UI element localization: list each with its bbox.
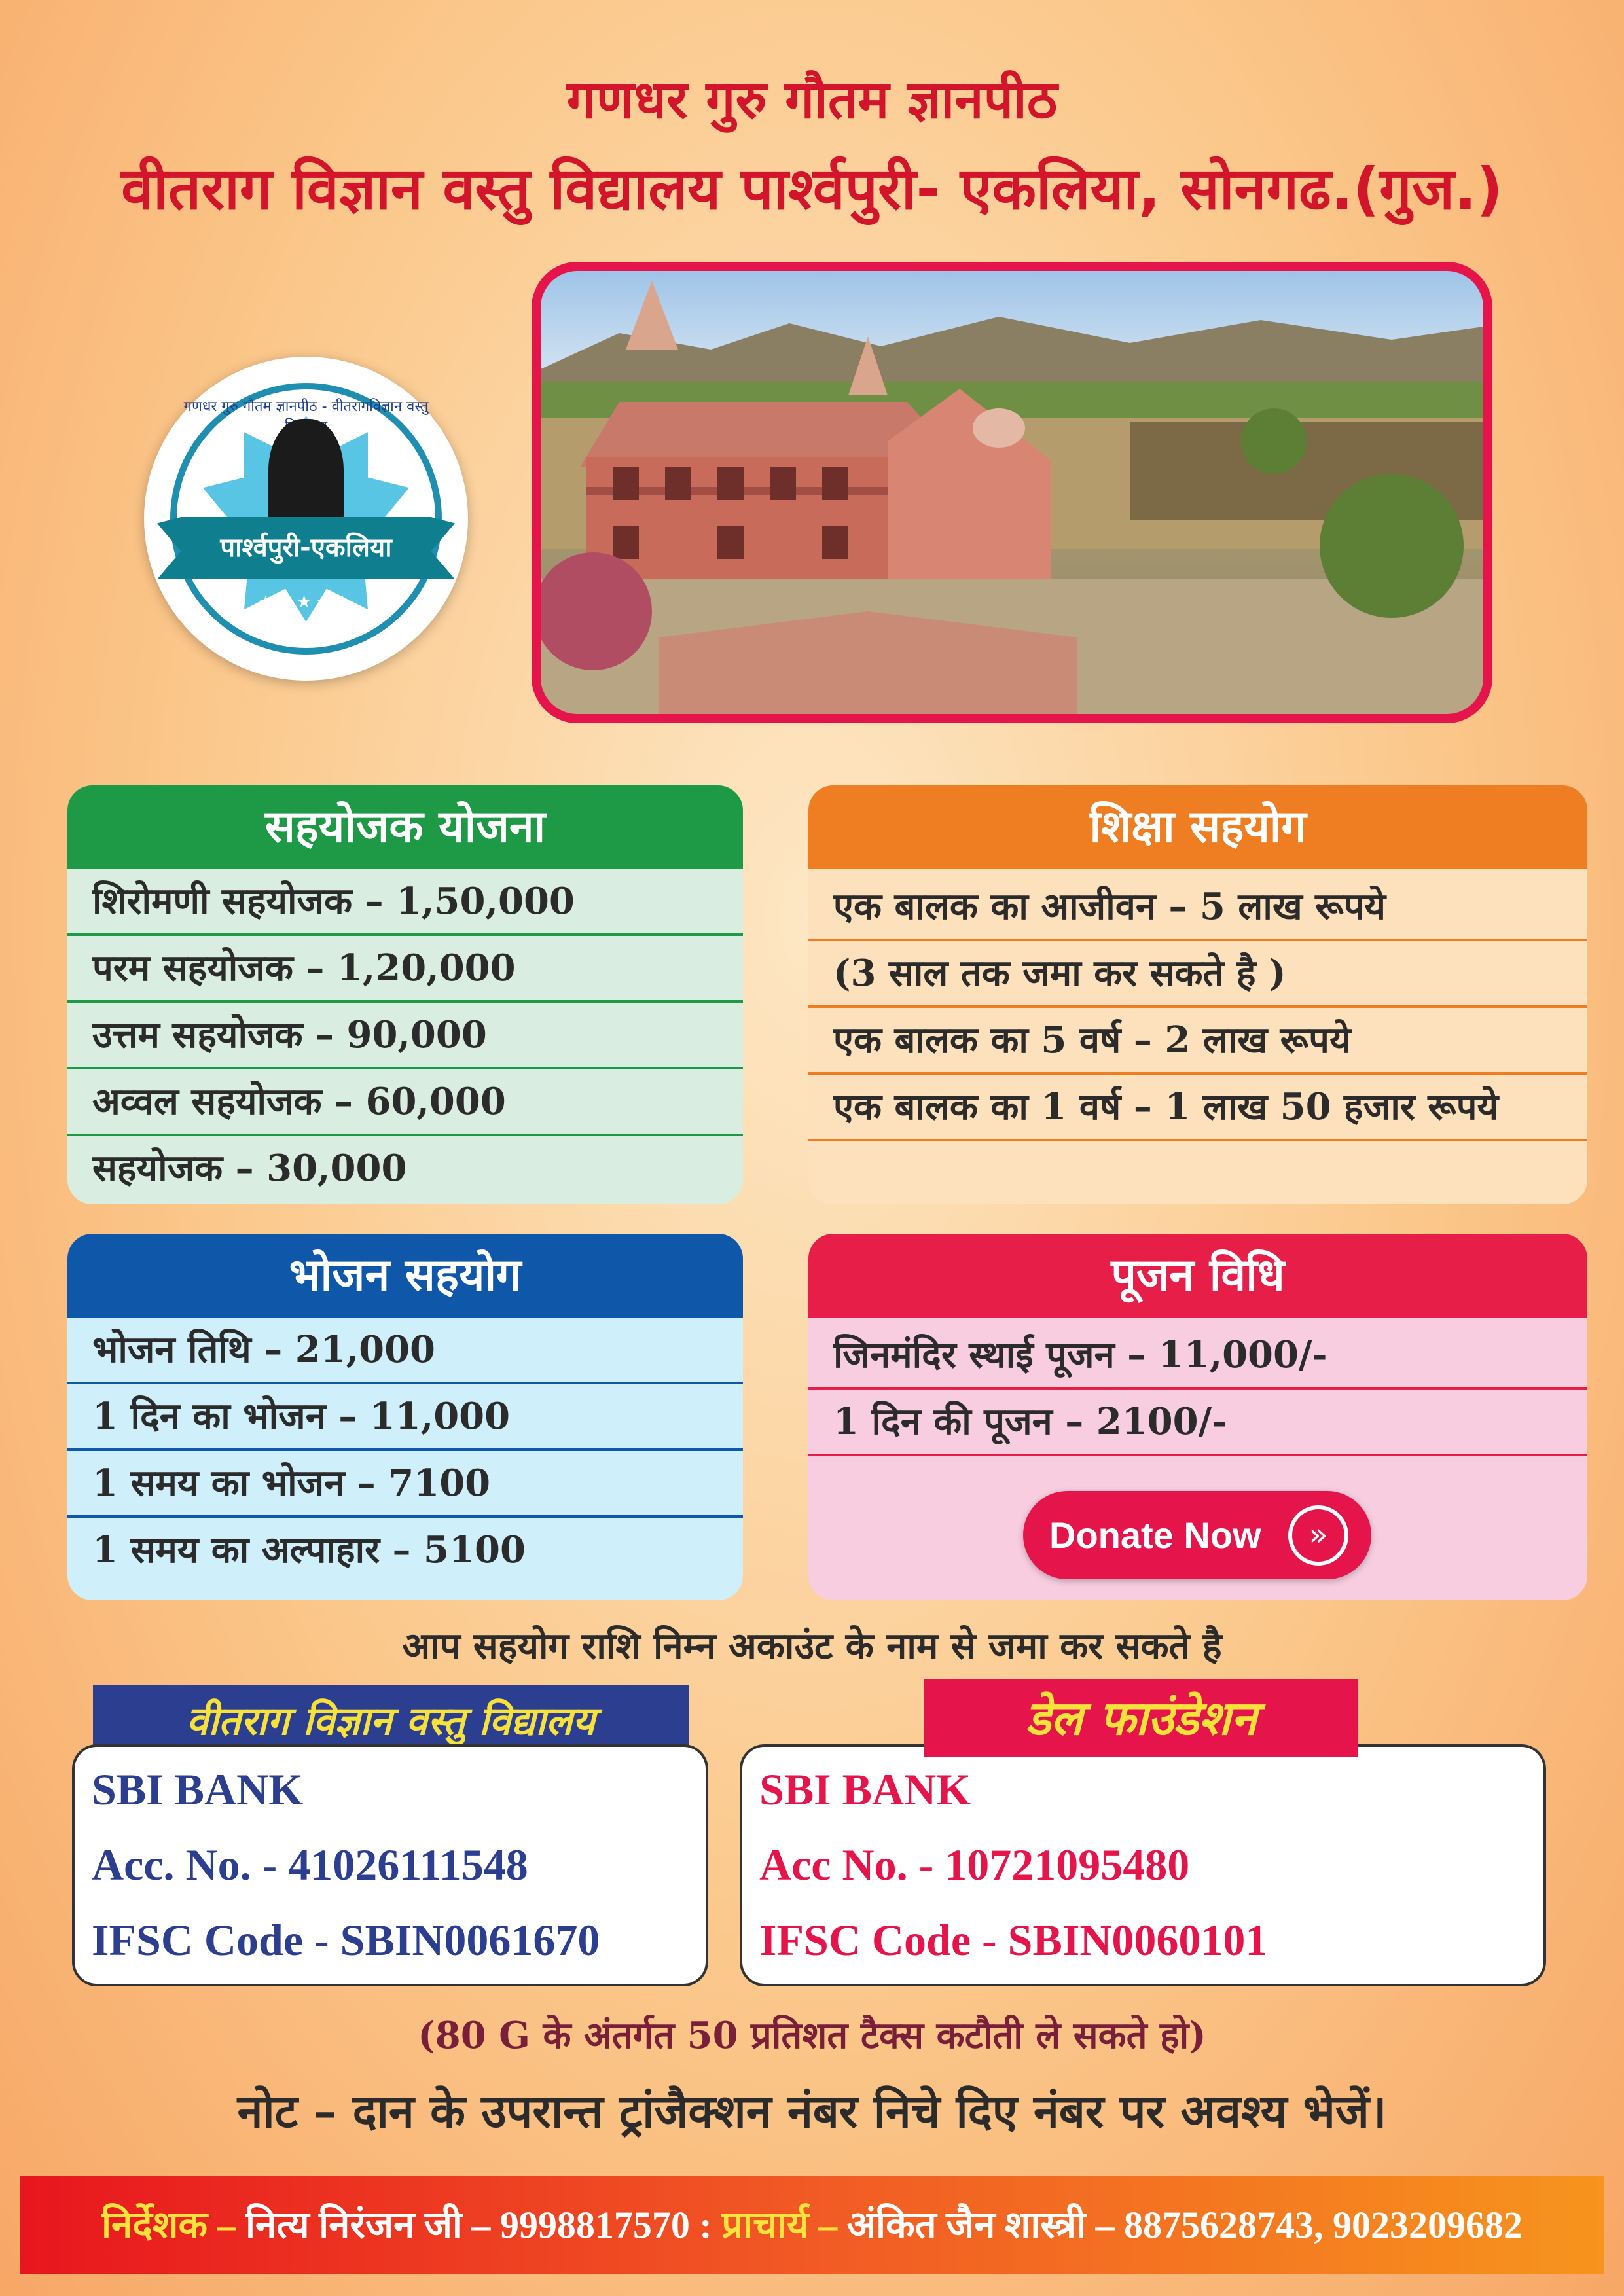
account-number: Acc No. - 10721095480 [759,1840,1190,1890]
school-title-line1: गणधर गुरु गौतम ज्ञानपीठ [566,69,1058,130]
ifsc-code: IFSC Code - SBIN0060101 [759,1915,1268,1965]
account-box-right [740,1744,1546,1986]
bank-name: SBI BANK [92,1765,304,1814]
tirthankar-idol-icon [268,419,344,533]
double-chevron-right-icon: » [1288,1505,1348,1566]
panel-title: सहयोजक योजना [67,785,743,869]
list-item: शिरोमणी सहयोजक – 1,50,000 [67,869,743,936]
account-name-left: वीतराग विज्ञान वस्तु विद्यालय [93,1685,689,1757]
list-item: उत्तम सहयोजक – 90,000 [67,1003,743,1069]
principal-label: प्राचार्य – [721,2204,838,2246]
temple-photo [532,262,1492,723]
account-name-right: डेल फाउंडेशन [924,1679,1358,1757]
tax-note: (80 G के अंतर्गत 50 प्रतिशत टैक्स कटौती ले सकते हो) [418,2014,1206,2057]
donate-now-button[interactable] [1023,1491,1371,1579]
shiksha-sahyog-panel [808,785,1587,1204]
school-title-line2: वीतराग विज्ञान वस्तु विद्यालय पार्श्वपुरी- एकलिया, सोनगढ.(गुज.) [121,155,1503,223]
donate-button-label: Donate Now [1049,1515,1261,1556]
panel-title: पूजन विधि [808,1234,1587,1318]
list-item: 1 समय का भोजन – 7100 [67,1451,743,1518]
ifsc-code: IFSC Code - SBIN0061670 [92,1915,600,1965]
bank-name: SBI BANK [759,1765,971,1814]
list-item: 1 समय का अल्पाहार – 5100 [92,1528,526,1571]
list-item: जिनमंदिर स्थाई पूजन – 11,000/- [808,1323,1587,1390]
list-item: भोजन तिथि – 21,000 [67,1318,743,1384]
panel-title: शिक्षा सहयोग [808,785,1587,869]
principal-contact: अंकित जैन शास्त्री – 8875628743, 9023209682 [846,2204,1523,2246]
list-item: परम सहयोजक – 1,20,000 [67,936,743,1003]
list-item: एक बालक का 1 वर्ष – 1 लाख 50 हजार रूपये [808,1075,1587,1141]
account-number: Acc. No. - 41026111548 [92,1840,528,1890]
footer-contact-bar [20,2176,1604,2274]
sahyojak-yojana-panel [67,785,743,1204]
footer-contact-text [20,2176,1604,2274]
transaction-note: नोट – दान के उपरान्त ट्रांजैक्शन नंबर निचे दिए नंबर पर अवश्य भेजें। [237,2084,1387,2138]
panel-title: भोजन सहयोग [67,1234,743,1318]
accounts-intro: आप सहयोग राशि निम्न अकाउंट के नाम से जमा कर सकते है [402,1624,1222,1668]
account-box-left [72,1744,708,1986]
list-item: सहयोजक – 30,000 [92,1147,407,1190]
list-item: एक बालक का 5 वर्ष – 2 लाख रूपये [808,1008,1587,1075]
director-label: निर्देशक – [101,2204,236,2246]
list-item: 1 दिन की पूजन – 2100/- [808,1390,1587,1456]
list-item: 1 दिन का भोजन – 11,000 [67,1384,743,1451]
school-logo [144,357,468,681]
temple-illustration [541,271,1483,714]
bhojan-sahyog-panel [67,1234,743,1600]
list-item: एक बालक का आजीवन – 5 लाख रूपये [808,874,1587,941]
logo-ribbon-text: पार्श्वपुरी-एकलिया [220,533,392,563]
list-item: अव्वल सहयोजक – 60,000 [67,1069,743,1136]
list-item: (3 साल तक जमा कर सकते है ) [808,941,1587,1008]
logo-stars: ★★★★★ [258,592,354,612]
logo-arc-text: गणधर गुरु गौतम ज्ञानपीठ - वीतरागविज्ञान वस्तु [183,399,429,415]
director-contact: नित्य निरंजन जी – 9998817570 : [245,2204,712,2246]
